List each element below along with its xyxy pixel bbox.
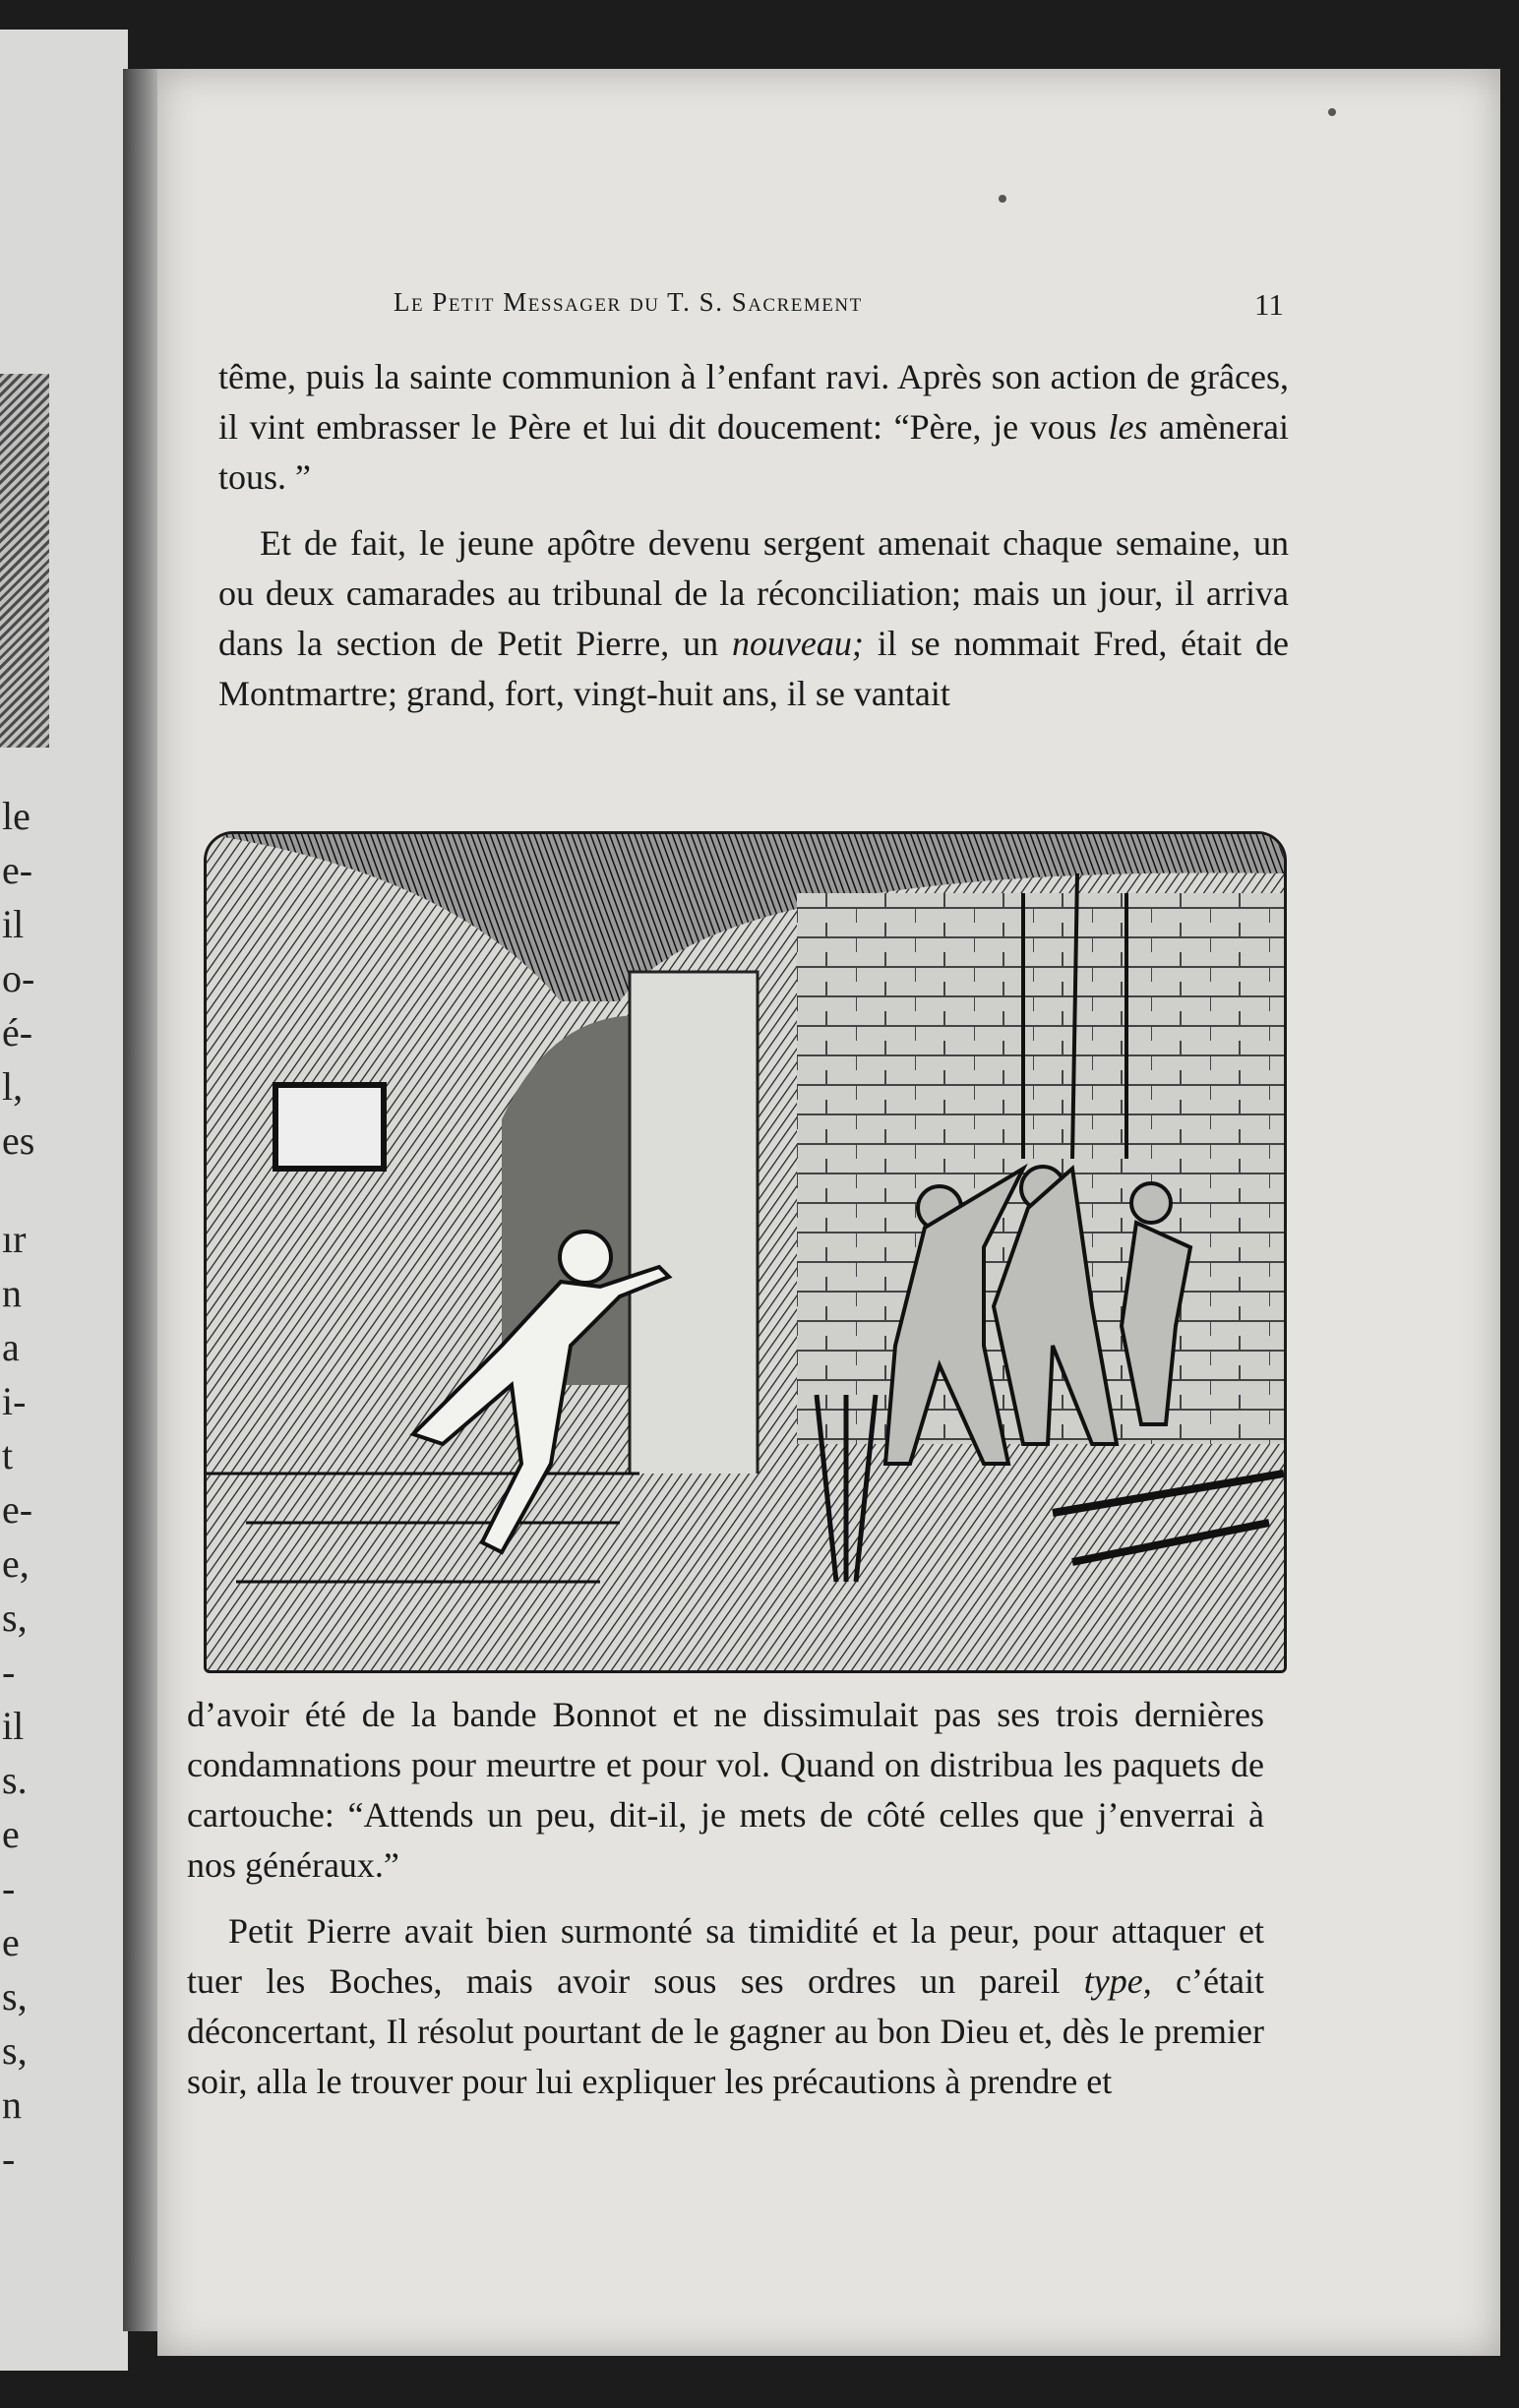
adjacent-text-fragment: e [2, 1812, 20, 1856]
adjacent-text-fragment: ır [2, 1217, 27, 1261]
paragraph-text: Et de fait, le jeune apôtre devenu sergent amenait chaque semaine, un ou deux camarades au tribunal de la réconciliation; mais un jour, il arriva dans la section de Petit Pierre, un [218, 523, 1289, 663]
paragraph-text: tême, puis la sainte communion à l’enfant ravi. Après son action de grâces, il vint embrasser le Père et lui dit doucement: “Père, je vous [218, 357, 1289, 447]
paragraph [218, 518, 1289, 719]
adjacent-text-fragment: e- [2, 848, 33, 892]
adjacent-text-fragment: a [2, 1325, 20, 1369]
adjacent-text-fragment: n [2, 2082, 22, 2127]
italic-word: nouveau; [731, 624, 864, 663]
adjacent-page-edge [0, 30, 128, 2371]
adjacent-text-fragment: - [2, 2137, 16, 2181]
page-speck [1328, 108, 1336, 116]
paragraph-text: il se nommait Fred, était de Montmartre; grand, fort, vingt-huit ans, il se vantait [218, 624, 1289, 713]
italic-word: type, [1083, 1961, 1152, 2001]
framed-picture [275, 1085, 384, 1169]
paragraph-text: Petit Pierre avait bien surmonté sa timidité et la peur, pour attaquer et tuer les Boches, mais avoir sous ses ordres un pareil [187, 1911, 1264, 2001]
paragraph-text: c’était déconcertant, Il résolut pourtant de le gagner au bon Dieu et, dès le premier soir, alla le trouver pour lui expliquer les précautions à prendre et [187, 1961, 1264, 2101]
adjacent-text-fragment: é- [2, 1010, 33, 1054]
italic-word: les [1108, 407, 1148, 447]
text-block-top [218, 352, 1289, 719]
adjacent-text-fragment: e [2, 1920, 20, 1964]
adjacent-text-fragment: s. [2, 1758, 28, 1802]
adjacent-text-fragment: l, [2, 1064, 24, 1109]
adjacent-text-fragment: - [2, 1650, 16, 1694]
running-head: Le Petit Messager du T. S. Sacrement [394, 287, 863, 317]
adjacent-text-fragment: e, [2, 1541, 30, 1586]
adjacent-text-fragment: s, [2, 1595, 28, 1640]
paragraph-text: amènerai tous. ” [218, 407, 1289, 497]
page-number: 11 [1254, 287, 1284, 322]
adjacent-text-fragment: t [2, 1433, 14, 1477]
adjacent-text-fragment: s, [2, 2028, 28, 2073]
paragraph [187, 1690, 1264, 1891]
adjacent-text-fragment: il [2, 902, 25, 946]
adjacent-text-fragment: - [2, 1866, 16, 1910]
engraving-drawing [207, 834, 1284, 1670]
text-block-bottom [187, 1690, 1264, 2107]
paragraph [218, 352, 1289, 503]
adjacent-text-fragment: es [2, 1118, 35, 1163]
adjacent-text-fragment: e- [2, 1487, 33, 1532]
page-speck [999, 195, 1006, 203]
adjacent-text-fragment: il [2, 1704, 25, 1748]
paragraph [187, 1906, 1264, 2107]
adjacent-page-illustration-fragment [0, 374, 49, 748]
adjacent-text-fragment: s, [2, 1974, 28, 2018]
adjacent-text-fragment: o- [2, 956, 35, 1000]
adjacent-text-fragment: n [2, 1271, 22, 1315]
engraving-illustration [204, 831, 1287, 1673]
adjacent-text-fragment: le [2, 794, 30, 838]
adjacent-text-fragment: i- [2, 1379, 27, 1423]
paragraph-text: d’avoir été de la bande Bonnot et ne dissimulait pas ses trois dernières condamnations pour meurtre et pour vol. Quand on distribua les paquets de cartouche: “Attends un peu, dit-il, je mets de côté celles que j’enverrai à nos généraux.” [187, 1695, 1264, 1885]
book-gutter [123, 69, 162, 2331]
